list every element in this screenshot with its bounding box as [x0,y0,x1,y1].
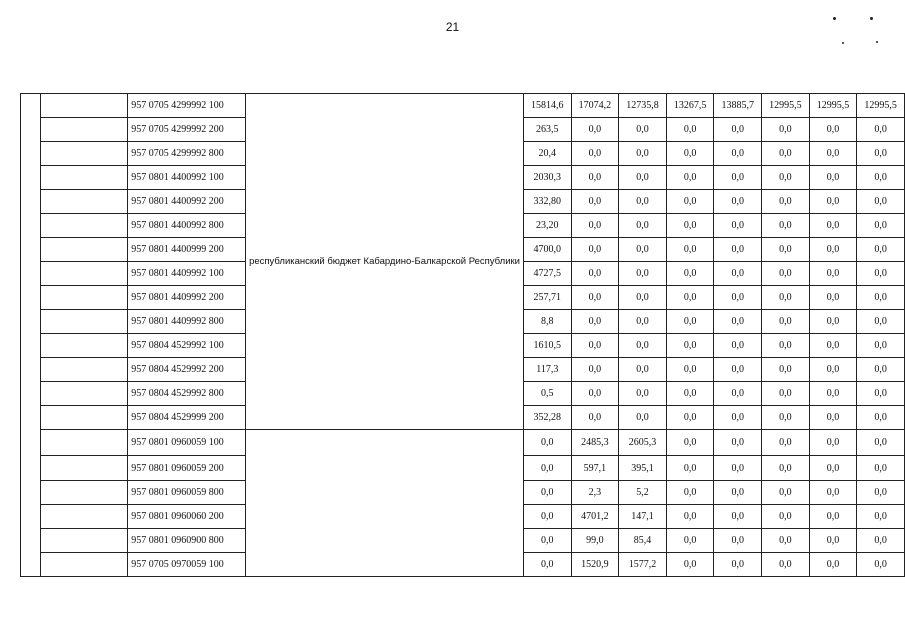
amount-cell: 13885,7 [714,94,762,118]
amount-cell: 0,0 [571,166,619,190]
amount-cell: 0,0 [857,358,905,382]
amount-cell: 0,0 [714,430,762,456]
amount-cell: 4727,5 [524,262,572,286]
amount-cell: 0,0 [666,382,714,406]
amount-cell: 0,0 [762,553,810,577]
amount-cell: 395,1 [619,456,667,481]
amount-cell: 0,0 [809,118,857,142]
amount-cell: 0,0 [857,529,905,553]
amount-cell: 0,0 [857,142,905,166]
amount-cell: 0,0 [857,214,905,238]
amount-cell: 0,0 [619,334,667,358]
table-row [21,94,905,118]
amount-cell: 0,0 [619,238,667,262]
amount-cell: 0,0 [666,334,714,358]
budget-code-cell: 957 0705 4299992 200 [128,118,246,142]
amount-cell: 0,0 [571,238,619,262]
amount-cell: 0,0 [857,166,905,190]
amount-cell: 0,0 [857,286,905,310]
amount-cell: 0,0 [809,238,857,262]
amount-cell: 17074,2 [571,94,619,118]
amount-cell: 0,0 [619,142,667,166]
blank-name-cell [41,456,128,481]
blank-name-cell [41,382,128,406]
amount-cell: 0,0 [762,334,810,358]
amount-cell: 0,0 [714,238,762,262]
amount-cell: 0,0 [571,334,619,358]
amount-cell: 0,0 [666,358,714,382]
amount-cell: 0,0 [666,118,714,142]
amount-cell: 0,0 [571,286,619,310]
amount-cell: 0,0 [809,382,857,406]
budget-code-cell: 957 0801 4400999 200 [128,238,246,262]
budget-code-cell: 957 0801 4409992 200 [128,286,246,310]
amount-cell: 0,0 [666,553,714,577]
amount-cell: 263,5 [524,118,572,142]
amount-cell: 0,0 [809,142,857,166]
amount-cell: 0,0 [857,456,905,481]
page-number: 21 [445,20,460,34]
blank-name-cell [41,430,128,456]
amount-cell: 1520,9 [571,553,619,577]
amount-cell: 0,0 [524,505,572,529]
amount-cell: 0,0 [762,190,810,214]
amount-cell: 0,0 [666,430,714,456]
amount-cell: 0,0 [714,166,762,190]
amount-cell: 0,0 [619,358,667,382]
budget-code-cell: 957 0804 4529992 800 [128,382,246,406]
amount-cell: 0,0 [762,286,810,310]
amount-cell: 2030,3 [524,166,572,190]
amount-cell: 0,0 [714,553,762,577]
blank-name-cell [41,190,128,214]
blank-name-cell [41,358,128,382]
amount-cell: 0,0 [666,262,714,286]
budget-code-cell: 957 0705 4299992 100 [128,94,246,118]
amount-cell: 4701,2 [571,505,619,529]
amount-cell: 0,0 [857,262,905,286]
amount-cell: 2605,3 [619,430,667,456]
blank-name-cell [41,166,128,190]
amount-cell: 0,0 [714,334,762,358]
amount-cell: 0,0 [809,358,857,382]
amount-cell: 0,0 [857,382,905,406]
amount-cell: 0,0 [714,456,762,481]
amount-cell: 0,0 [571,118,619,142]
amount-cell: 4700,0 [524,238,572,262]
budget-code-cell: 957 0705 0970059 100 [128,553,246,577]
amount-cell: 0,0 [762,430,810,456]
amount-cell: 0,0 [809,406,857,430]
amount-cell: 0,0 [762,166,810,190]
amount-cell: 117,3 [524,358,572,382]
amount-cell: 0,0 [714,481,762,505]
amount-cell: 5,2 [619,481,667,505]
amount-cell: 12995,5 [809,94,857,118]
amount-cell: 0,0 [524,529,572,553]
amount-cell: 0,0 [714,262,762,286]
budget-table [20,93,905,577]
amount-cell: 0,0 [809,529,857,553]
amount-cell: 0,0 [809,481,857,505]
budget-code-cell: 957 0801 0960059 800 [128,481,246,505]
budget-code-cell: 957 0804 4529992 200 [128,358,246,382]
amount-cell: 8,8 [524,310,572,334]
amount-cell: 0,0 [762,456,810,481]
amount-cell: 0,0 [714,382,762,406]
blank-name-cell [41,334,128,358]
amount-cell: 0,0 [666,505,714,529]
budget-code-cell: 957 0801 0960060 200 [128,505,246,529]
amount-cell: 0,0 [762,142,810,166]
amount-cell: 0,0 [857,430,905,456]
blank-name-cell [41,406,128,430]
blank-name-cell [41,262,128,286]
amount-cell: 12995,5 [857,94,905,118]
amount-cell: 0,0 [857,334,905,358]
amount-cell: 0,0 [762,118,810,142]
budget-code-cell: 957 0801 4400992 100 [128,166,246,190]
amount-cell: 0,0 [666,481,714,505]
amount-cell: 0,0 [809,456,857,481]
amount-cell: 0,0 [762,238,810,262]
blank-name-cell [41,529,128,553]
amount-cell: 0,0 [809,286,857,310]
amount-cell: 0,0 [666,214,714,238]
amount-cell: 597,1 [571,456,619,481]
budget-code-cell: 957 0705 4299992 800 [128,142,246,166]
budget-code-cell: 957 0801 0960059 200 [128,456,246,481]
amount-cell: 0,0 [666,406,714,430]
scan-speck [870,17,873,20]
amount-cell: 0,0 [714,214,762,238]
table-row [21,430,905,456]
amount-cell: 0,0 [619,382,667,406]
amount-cell: 0,0 [666,142,714,166]
amount-cell: 0,0 [714,142,762,166]
budget-code-cell: 957 0801 4400992 200 [128,190,246,214]
amount-cell: 0,0 [762,529,810,553]
amount-cell: 0,0 [666,529,714,553]
amount-cell: 12995,5 [762,94,810,118]
budget-code-cell: 957 0804 4529999 200 [128,406,246,430]
amount-cell: 0,0 [762,358,810,382]
blank-name-cell [41,553,128,577]
amount-cell: 23,20 [524,214,572,238]
amount-cell: 0,0 [619,166,667,190]
budget-code-cell: 957 0804 4529992 100 [128,334,246,358]
amount-cell: 1610,5 [524,334,572,358]
amount-cell: 0,0 [762,481,810,505]
amount-cell: 1577,2 [619,553,667,577]
amount-cell: 0,0 [762,310,810,334]
blank-name-cell [41,238,128,262]
amount-cell: 0,0 [857,190,905,214]
amount-cell: 0,0 [762,382,810,406]
amount-cell: 0,0 [714,406,762,430]
scan-speck [833,17,836,20]
amount-cell: 0,0 [714,118,762,142]
amount-cell: 0,0 [571,262,619,286]
amount-cell: 0,0 [524,553,572,577]
budget-code-cell: 957 0801 4409992 100 [128,262,246,286]
amount-cell: 0,0 [571,310,619,334]
amount-cell: 0,0 [714,505,762,529]
amount-cell: 12735,8 [619,94,667,118]
amount-cell: 0,0 [666,166,714,190]
amount-cell: 0,0 [714,529,762,553]
amount-cell: 13267,5 [666,94,714,118]
amount-cell: 332,80 [524,190,572,214]
amount-cell: 0,0 [857,553,905,577]
blank-name-cell [41,142,128,166]
amount-cell: 0,0 [666,286,714,310]
amount-cell: 0,0 [619,214,667,238]
amount-cell: 85,4 [619,529,667,553]
amount-cell: 0,0 [524,481,572,505]
amount-cell: 0,0 [809,334,857,358]
amount-cell: 99,0 [571,529,619,553]
scan-speck [842,42,844,44]
budget-code-cell: 957 0801 0960059 100 [128,430,246,456]
blank-name-cell [41,481,128,505]
amount-cell: 0,0 [809,430,857,456]
amount-cell: 0,0 [666,310,714,334]
amount-cell: 0,0 [762,214,810,238]
amount-cell: 352,28 [524,406,572,430]
blank-index-cell [21,94,41,577]
amount-cell: 0,0 [524,430,572,456]
amount-cell: 0,0 [571,358,619,382]
amount-cell: 0,0 [666,238,714,262]
amount-cell: 15814,6 [524,94,572,118]
amount-cell: 0,0 [809,310,857,334]
amount-cell: 0,0 [714,358,762,382]
amount-cell: 0,0 [619,406,667,430]
amount-cell: 20,4 [524,142,572,166]
amount-cell: 0,0 [809,214,857,238]
budget-code-cell: 957 0801 0960900 800 [128,529,246,553]
amount-cell: 0,0 [571,142,619,166]
amount-cell: 0,0 [857,238,905,262]
budget-code-cell: 957 0801 4400992 800 [128,214,246,238]
amount-cell: 147,1 [619,505,667,529]
amount-cell: 0,0 [714,310,762,334]
amount-cell: 0,0 [809,505,857,529]
amount-cell: 0,0 [857,505,905,529]
amount-cell: 0,0 [571,382,619,406]
blank-name-cell [41,214,128,238]
amount-cell: 2485,3 [571,430,619,456]
amount-cell: 0,0 [571,406,619,430]
amount-cell: 0,0 [666,456,714,481]
amount-cell: 0,0 [809,166,857,190]
amount-cell: 0,0 [809,553,857,577]
blank-name-cell [41,505,128,529]
amount-cell: 0,0 [857,310,905,334]
amount-cell: 0,0 [619,286,667,310]
amount-cell: 0,5 [524,382,572,406]
amount-cell: 0,0 [619,262,667,286]
amount-cell: 0,0 [571,214,619,238]
blank-name-cell [41,310,128,334]
scan-speck [876,41,878,43]
amount-cell: 0,0 [762,406,810,430]
budget-code-cell: 957 0801 4409992 800 [128,310,246,334]
blank-name-cell [41,94,128,118]
amount-cell: 0,0 [809,190,857,214]
amount-cell: 0,0 [857,481,905,505]
amount-cell: 0,0 [714,286,762,310]
amount-cell: 0,0 [571,190,619,214]
amount-cell: 0,0 [524,456,572,481]
amount-cell: 0,0 [619,190,667,214]
amount-cell: 2,3 [571,481,619,505]
blank-name-cell [41,286,128,310]
amount-cell: 0,0 [762,505,810,529]
amount-cell: 0,0 [857,118,905,142]
amount-cell: 0,0 [619,310,667,334]
blank-name-cell [41,118,128,142]
amount-cell: 0,0 [762,262,810,286]
funding-source-cell-empty [246,430,524,577]
funding-source-cell: республиканский бюджет Кабардино-Балкарской Республики [246,94,524,430]
amount-cell: 257,71 [524,286,572,310]
budget-table-body [21,94,905,577]
amount-cell: 0,0 [619,118,667,142]
amount-cell: 0,0 [857,406,905,430]
amount-cell: 0,0 [714,190,762,214]
amount-cell: 0,0 [809,262,857,286]
amount-cell: 0,0 [666,190,714,214]
